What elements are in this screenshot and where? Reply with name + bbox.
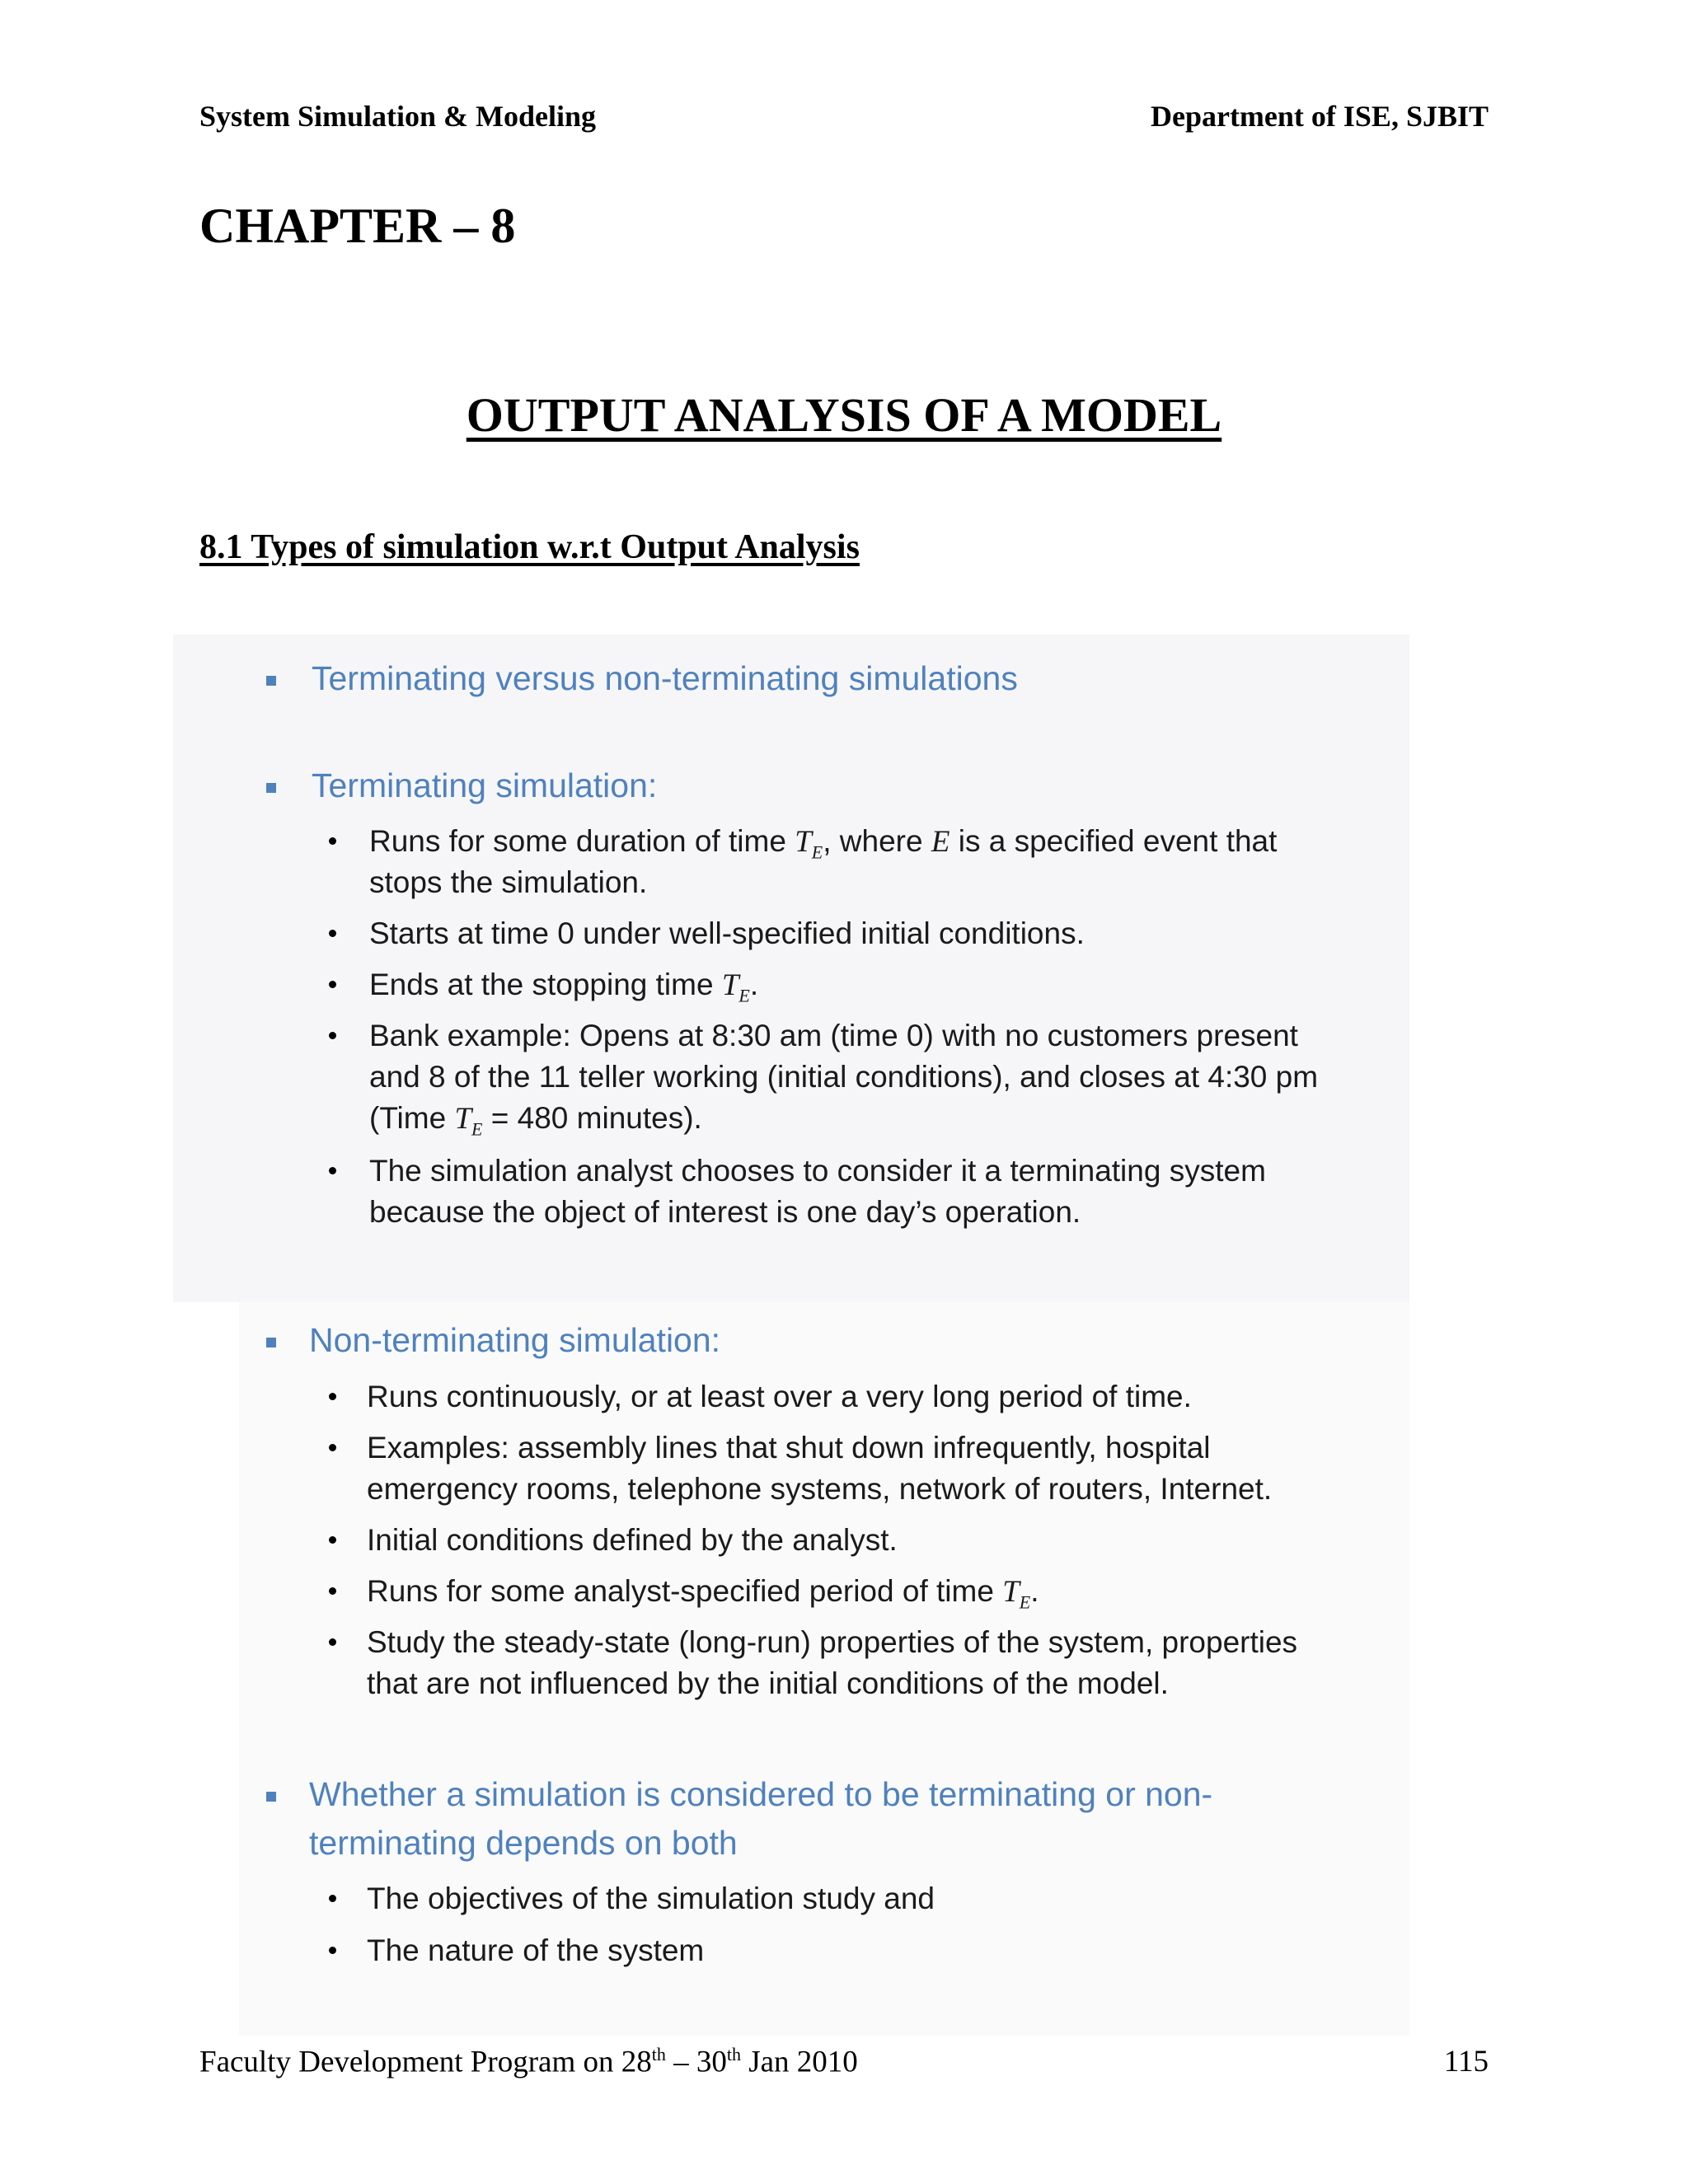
bullet-dot-icon — [329, 1393, 336, 1400]
slide-heading-terminating: Terminating simulation: — [312, 766, 658, 804]
bullet-dot-icon — [329, 1895, 336, 1902]
bullet-dot-icon — [329, 1032, 336, 1039]
whether-bullet-2: The nature of the system — [367, 1933, 705, 1967]
bullet-dot-icon — [329, 1444, 336, 1451]
non-terminating-bullet-1: Runs continuously, or at least over a very long period of time. — [367, 1380, 1192, 1413]
section-title: 8.1 Types of simulation w.r.t Output Analysis — [199, 528, 860, 566]
department-name: Department of ISE, SJBIT — [1150, 100, 1489, 133]
bullet-dot-icon — [329, 981, 336, 988]
slide-heading-non-terminating: Non-terminating simulation: — [309, 1321, 721, 1359]
square-bullet-icon — [266, 1792, 276, 1802]
terminating-bullet-1-line-1: Runs for some duration of time $T_E$, where E is a specified event that — [369, 824, 1278, 863]
bullet-dot-icon — [329, 1536, 336, 1544]
slide-image — [173, 635, 1409, 2036]
terminating-bullet-3: Ends at the stopping time $T_E$. — [369, 968, 759, 1006]
bullet-dot-icon — [329, 837, 336, 845]
square-bullet-icon — [266, 1338, 276, 1347]
page-number: 115 — [1443, 2045, 1489, 2079]
non-terminating-bullet-5-line-2: that are not influenced by the initial conditions of the model. — [367, 1666, 1169, 1700]
slide-heading-whether-line-1: Whether a simulation is considered to be terminating or non- — [309, 1775, 1213, 1813]
non-terminating-bullet-4: Runs for some analyst-specified period of time $T_E$. — [367, 1574, 1039, 1613]
whether-bullet-1: The objectives of the simulation study and — [367, 1882, 935, 1915]
bullet-dot-icon — [329, 1167, 336, 1174]
main-title — [0, 387, 1688, 443]
course-title: System Simulation & Modeling — [199, 100, 597, 133]
square-bullet-icon — [266, 676, 276, 686]
page-header — [199, 99, 1489, 140]
non-terminating-bullet-2-line-1: Examples: assembly lines that shut down infrequently, hospital — [367, 1431, 1211, 1465]
non-terminating-bullet-3: Initial conditions defined by the analyst. — [367, 1523, 898, 1557]
terminating-bullet-2: Starts at time 0 under well-specified initial conditions. — [369, 916, 1085, 950]
terminating-bullet-5-line-2: because the object of interest is one day’s operation. — [369, 1195, 1081, 1229]
bullet-dot-icon — [329, 1638, 336, 1646]
page-footer — [199, 2044, 1489, 2085]
chapter-heading: CHAPTER – 8 — [199, 199, 516, 253]
terminating-bullet-4-line-3: (Time $T_E = 480$ minutes). — [369, 1101, 702, 1140]
square-bullet-icon — [266, 783, 276, 793]
bullet-dot-icon — [329, 1587, 336, 1595]
slide-heading-whether-line-2: terminating depends on both — [309, 1824, 738, 1862]
non-terminating-bullet-5-line-1: Study the steady-state (long-run) properties of the system, properties — [367, 1625, 1298, 1659]
terminating-bullet-4-line-1: Bank example: Opens at 8:30 am (time 0) with no customers present — [369, 1019, 1298, 1052]
main-title-text: OUTPUT ANALYSIS OF A MODEL — [466, 388, 1222, 442]
bullet-dot-icon — [329, 930, 336, 937]
slide-heading-versus: Terminating versus non-terminating simulations — [312, 659, 1018, 697]
terminating-bullet-5-line-1: The simulation analyst chooses to consider it a terminating system — [369, 1154, 1266, 1188]
terminating-bullet-4-line-2: and 8 of the 11 teller working (initial conditions), and closes at 4:30 pm — [369, 1060, 1319, 1094]
terminating-bullet-1-line-2: stops the simulation. — [369, 865, 648, 899]
footer-program: Faculty Development Program on 28th – 30th Jan 2010 — [199, 2044, 858, 2079]
non-terminating-bullet-2-line-2: emergency rooms, telephone systems, network of routers, Internet. — [367, 1472, 1273, 1506]
bullet-dot-icon — [329, 1947, 336, 1954]
